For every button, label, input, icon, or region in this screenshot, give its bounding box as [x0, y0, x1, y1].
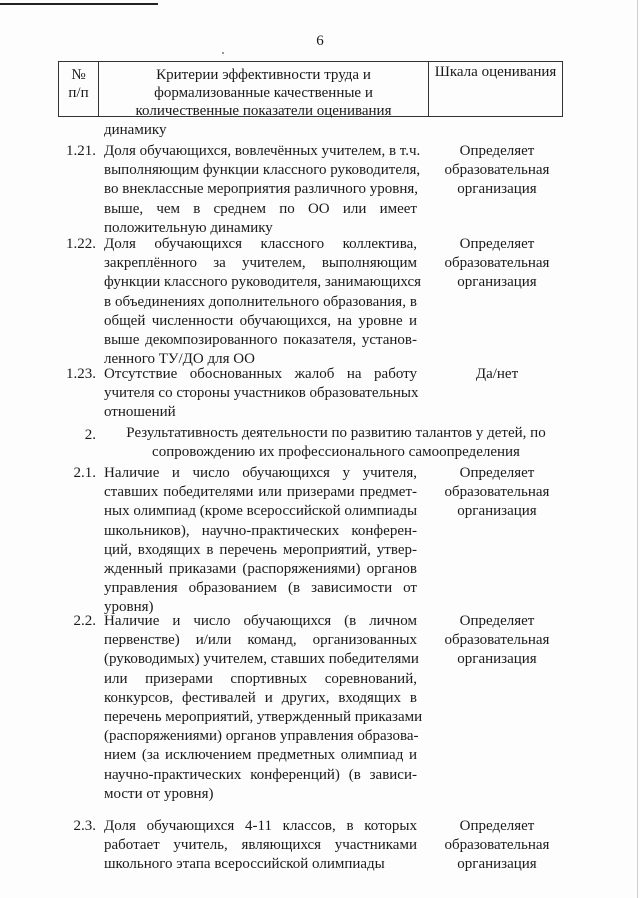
- scale-value: [433, 142, 561, 200]
- text-line: закреплённого за учителем, выполняющим: [104, 255, 417, 272]
- header-line: Критерии эффективности труда и: [156, 67, 371, 83]
- text-line: функции классного руководителя, занимающихся: [104, 274, 422, 291]
- scale-line: образовательная: [444, 837, 550, 854]
- scale-line: образовательная: [444, 255, 550, 272]
- section-line: Результативность деятельности по развитию талантов у детей, по: [126, 425, 546, 441]
- scale-line: Определяет: [459, 143, 535, 159]
- header-scale-column: Шкала оценивания: [434, 64, 557, 80]
- text-line: (руководимых) учителем, ставших победителями: [104, 651, 419, 668]
- header-number-column: [59, 62, 99, 116]
- scale-value: [433, 817, 561, 875]
- text-line: Доля обучающихся 4-11 классов, в которых: [104, 818, 417, 834]
- scale-line: образовательная: [444, 484, 550, 501]
- criterion-text: [104, 235, 422, 369]
- text-line: во внеклассные мероприятия различного уровня,: [104, 181, 419, 198]
- text-line: Отсутствие обоснованных жалоб на работу: [104, 366, 417, 382]
- header-criteria-column: [99, 62, 429, 119]
- row-number: 1.22.: [66, 236, 96, 252]
- scan-speck: [222, 52, 224, 54]
- criterion-text: [104, 817, 417, 875]
- text-line: школьного этапа всероссийской олимпиады: [104, 856, 385, 873]
- text-line: Доля обучающихся, вовлечённых учителем, в т.ч.: [104, 143, 421, 159]
- text-line: динамику: [104, 122, 167, 138]
- scale-line: организация: [457, 856, 537, 873]
- text-line: или призерами спортивных соревнований,: [104, 670, 417, 687]
- text-line: Наличие и число обучающихся у учителя,: [104, 465, 417, 481]
- scale-value: [433, 365, 561, 384]
- row-number: 2.2.: [73, 613, 96, 629]
- table-header: [58, 61, 563, 117]
- scale-value: [433, 464, 561, 522]
- row-number: 1.23.: [66, 366, 96, 382]
- text-line: нием (за исключением предметных олимпиад и: [104, 747, 417, 764]
- text-line: положительную динамику: [104, 219, 273, 236]
- criterion-text: [104, 464, 417, 618]
- row-number: 1.21.: [66, 143, 96, 159]
- criterion-text: [104, 365, 417, 423]
- text-line: управления образованием (в зависимости от: [104, 580, 417, 597]
- text-line: научно-практических конференций) (в зависи-: [104, 766, 417, 783]
- text-line: ных олимпиад (кроме всероссийской олимпиады: [104, 503, 418, 520]
- scale-line: Да/нет: [475, 366, 519, 382]
- text-line: общей численности обучающихся, на уровне и: [104, 312, 417, 329]
- section-number: 2.: [84, 427, 96, 443]
- criterion-text: [104, 612, 423, 804]
- text-line: мости от уровня): [104, 785, 214, 802]
- scale-line: образовательная: [444, 162, 550, 179]
- page-edge: [637, 0, 638, 898]
- text-line: выше декомпозированного показателя, установ-: [104, 332, 417, 349]
- text-line: жденный приказами (распоряжениями) органов: [104, 561, 417, 578]
- text-line: выполняющим функции классного руководителя,: [104, 162, 421, 179]
- text-line: в объединениях дополнительного образования, в: [104, 293, 417, 310]
- scale-line: организация: [457, 181, 537, 198]
- scale-line: Определяет: [459, 236, 535, 252]
- scale-line: организация: [457, 503, 537, 520]
- text-line: уровня): [104, 599, 154, 616]
- text-line: первенстве) и/или команд, организованных: [104, 632, 417, 649]
- row-number: 2.1.: [73, 465, 96, 481]
- text-line: отношений: [104, 404, 176, 421]
- text-line: выше, чем в среднем по ОО или имеет: [104, 200, 417, 217]
- scale-line: Определяет: [459, 465, 535, 481]
- scale-line: организация: [457, 651, 537, 668]
- text-line: конкурсов, фестивалей и других, входящих в: [104, 689, 417, 706]
- header-line: количественные показатели оценивания: [135, 103, 392, 119]
- text-line: Наличие и число обучающихся (в личном: [104, 613, 417, 629]
- scale-value: [433, 612, 561, 670]
- page-number: 6: [316, 33, 324, 49]
- section-line: сопровождению их профессионального самоопределения: [152, 444, 520, 461]
- text-line: ставших победителями или призерами предмет-: [104, 484, 417, 501]
- continuation-text: [104, 121, 417, 140]
- text-line: перечень мероприятий, утвержденный приказами: [104, 709, 423, 726]
- section-title: [116, 424, 556, 462]
- scale-value: [433, 235, 561, 293]
- top-rule: [0, 3, 158, 5]
- text-line: работает учитель, являющихся участниками: [104, 837, 417, 854]
- text-line: ленного ТУ/ДО для ОО: [104, 351, 255, 368]
- header-line: п/п: [68, 85, 89, 101]
- header-line: №: [71, 67, 86, 83]
- text-line: школьников), научно-практических конферен-: [104, 522, 417, 539]
- scale-line: образовательная: [444, 632, 550, 649]
- text-line: ций, входящих в перечень мероприятий, утвер-: [104, 541, 417, 558]
- text-line: Доля обучающихся классного коллектива,: [104, 236, 417, 252]
- criterion-text: [104, 142, 421, 238]
- scale-line: Определяет: [459, 818, 535, 834]
- header-line: формализованные качественные и: [154, 85, 373, 101]
- row-number: 2.3.: [73, 818, 96, 834]
- scale-line: организация: [457, 274, 537, 291]
- text-line: (распоряжениями) органов управления образова-: [104, 728, 419, 745]
- text-line: учителя со стороны участников образовательных: [104, 385, 419, 402]
- scale-line: Определяет: [459, 613, 535, 629]
